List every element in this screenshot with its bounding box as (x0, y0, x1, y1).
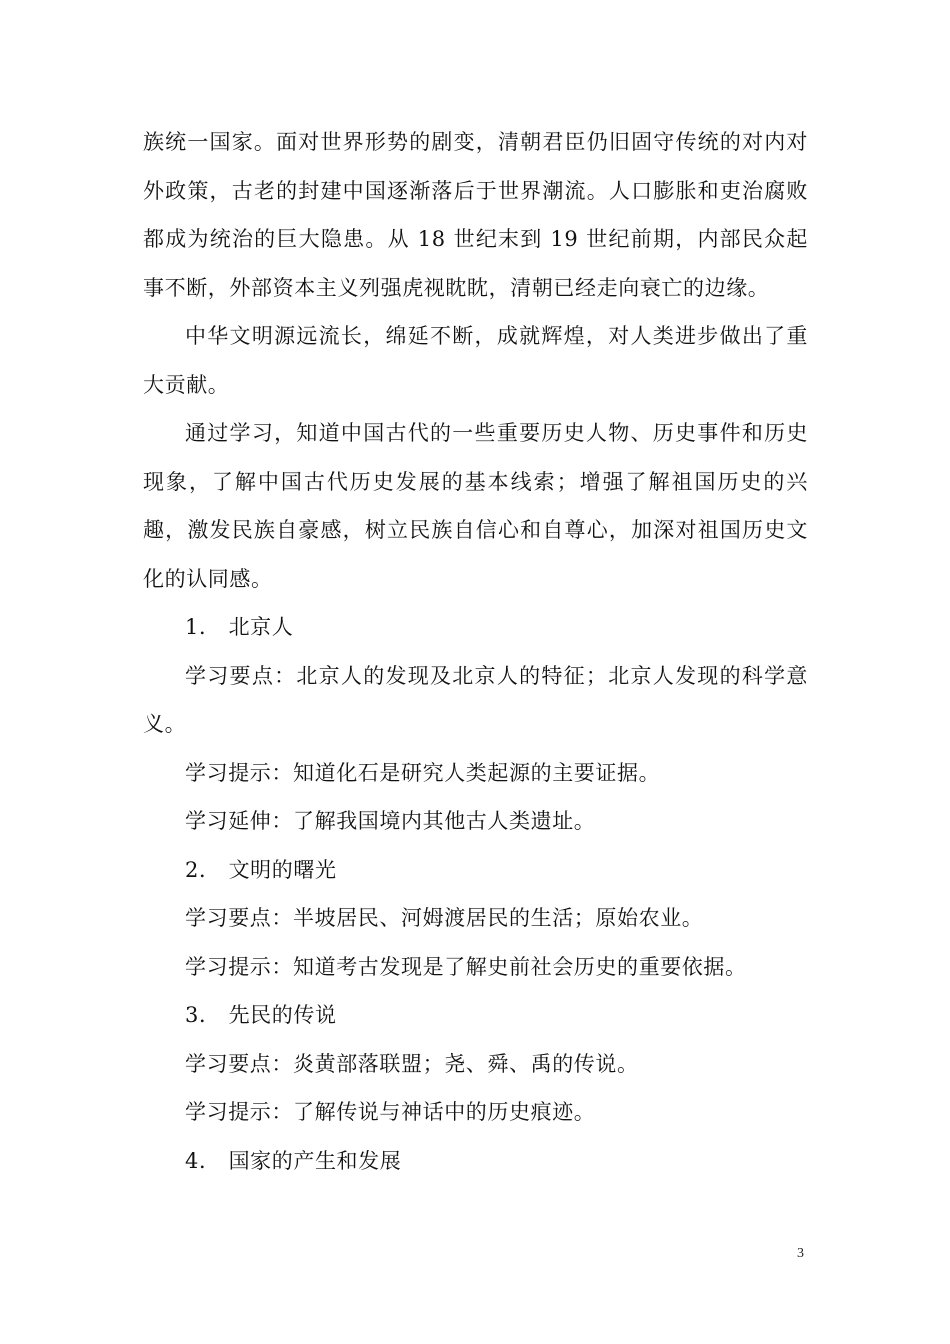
section-heading-3 (143, 991, 808, 1040)
learning-extension: 学习延伸：了解我国境内其他古人类遗址。 (185, 809, 596, 833)
section-number: 1． (185, 615, 221, 639)
learning-key-points: 学习要点：半坡居民、河姆渡居民的生活；原始农业。 (185, 906, 704, 930)
section-title: 文明的曙光 (228, 857, 337, 882)
learning-tips: 学习提示：知道化石是研究人类起源的主要证据。 (185, 760, 661, 785)
section-heading-4 (143, 1137, 808, 1186)
paragraph-qing-decline: 族统一国家。面对世界形势的剧变，清朝君臣仍旧固守传统的对内对外政策，古老的封建中国逐渐落后于世界潮流。人口膨胀和吏治腐败都成为统治的巨大隐患。从 18 世纪末到 19 世纪前期，内部民众起事不断，外部资本主义列强虎视眈眈，清朝已经走向衰亡的边缘。 (143, 130, 808, 300)
learning-key-points: 学习要点：炎黄部落联盟；尧、舜、禹的传说。 (185, 1051, 639, 1076)
section-number: 3． (185, 1003, 221, 1027)
section-heading-2 (143, 846, 808, 895)
page-number: 3 (797, 1246, 804, 1261)
learning-key-points: 学习要点：北京人的发现及北京人的特征；北京人发现的科学意义。 (143, 663, 808, 736)
section-number: 4． (185, 1148, 221, 1173)
learning-tips: 学习提示：知道考古发现是了解史前社会历史的重要依据。 (185, 954, 747, 979)
section-title: 北京人 (228, 615, 294, 639)
section-title: 先民的传说 (228, 1003, 337, 1027)
document-body (143, 118, 808, 1185)
section-heading-1 (143, 603, 808, 652)
section-title: 国家的产生和发展 (228, 1148, 402, 1173)
learning-tips: 学习提示：了解传说与神话中的历史痕迹。 (185, 1100, 596, 1124)
section-number: 2． (185, 857, 221, 882)
paragraph-learning-goals: 通过学习，知道中国古代的一些重要历史人物、历史事件和历史现象，了解中国古代历史发展的基本线索；增强了解祖国历史的兴趣，激发民族自豪感，树立民族自信心和自尊心，加深对祖国历史文化的认同感。 (143, 421, 808, 591)
paragraph-civilization: 中华文明源远流长，绵延不断，成就辉煌，对人类进步做出了重大贡献。 (143, 324, 808, 397)
